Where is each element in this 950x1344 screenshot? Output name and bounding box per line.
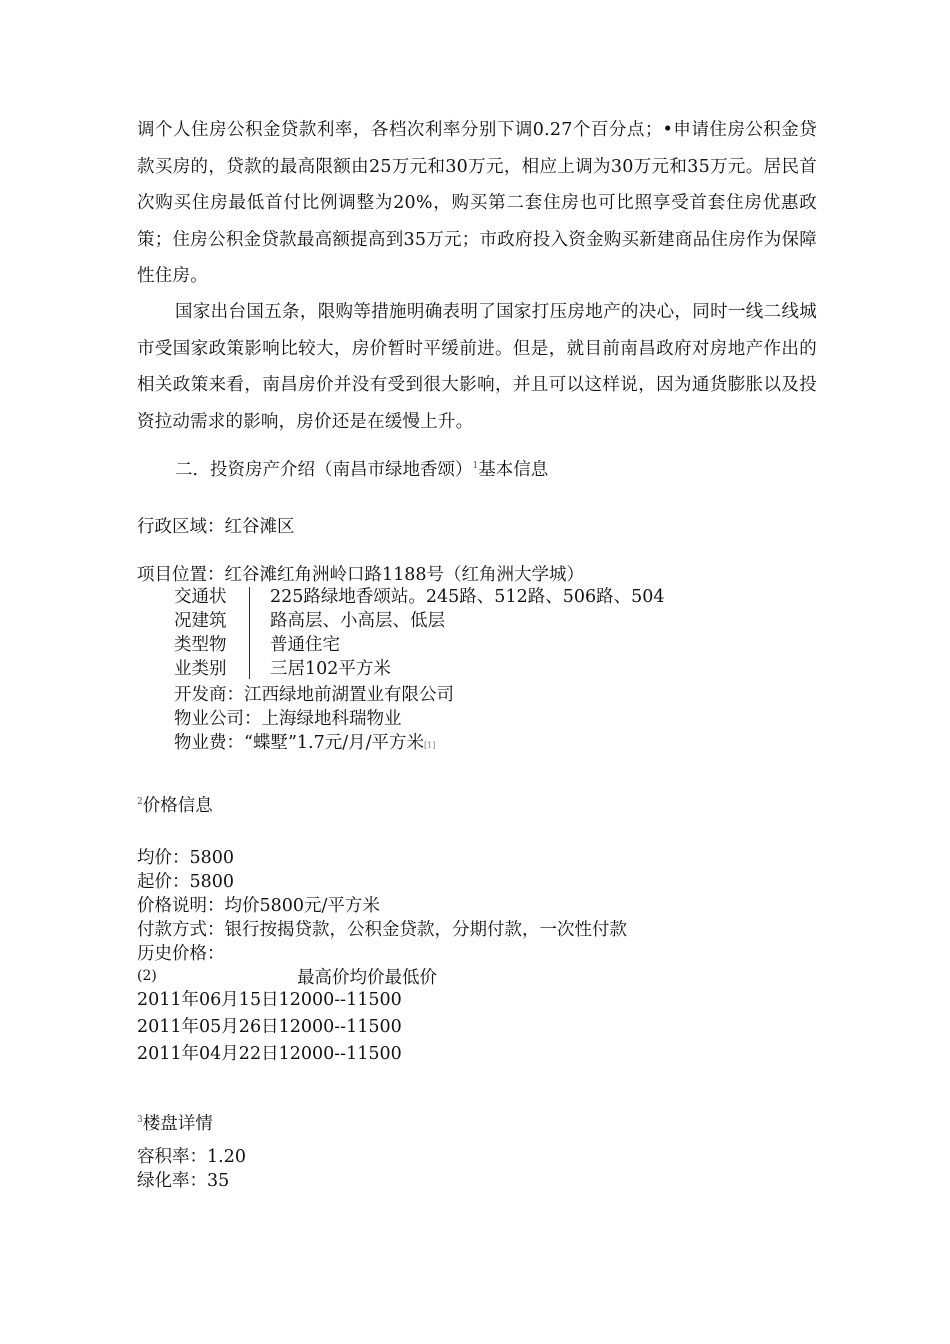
developer-line: 开发商：江西绿地前湖置业有限公司 (174, 685, 454, 705)
history-row: 2011年04月22日12000--11500 (137, 1044, 402, 1064)
section-heading-main: 二．投资房产介绍（南昌市绿地香颂） (175, 459, 473, 480)
details-section-heading (137, 1108, 213, 1136)
plot-ratio: 容积率：1.20 (137, 1147, 246, 1167)
info-table-label: 况建筑 (174, 611, 227, 631)
info-table-value: 三居102平方米 (270, 659, 391, 679)
section-heading-marker: 1 (472, 461, 479, 471)
info-table (174, 585, 734, 681)
section-heading-tail: 基本信息 (478, 459, 549, 480)
history-table-header: 最高价均价最低价 (297, 968, 437, 988)
history-row: 2011年06月15日12000--11500 (137, 990, 402, 1010)
price-average: 均价：5800 (137, 848, 235, 868)
property-fee-reference: [1] (424, 741, 436, 750)
info-table-label: 类型物 (174, 635, 227, 655)
info-table-values (270, 585, 730, 681)
history-marker: (2) (137, 968, 157, 984)
info-table-divider (249, 587, 250, 679)
info-table-label: 业类别 (174, 659, 227, 679)
price-start: 起价：5800 (137, 872, 235, 892)
location-line: 项目位置：红谷滩红角洲岭口路1188号（红角洲大学城） (137, 565, 585, 585)
info-table-value: 路高层、小高层、低层 (270, 611, 445, 631)
history-row: 2011年05月26日12000--11500 (137, 1017, 402, 1037)
district-line: 行政区域：红谷滩区 (137, 517, 295, 537)
property-fee-text: 物业费：“蝶墅”1.7元/月/平方米 (174, 733, 425, 753)
price-description: 价格说明：均价5800元/平方米 (137, 896, 380, 916)
info-table-value: 225路绿地香颂站。245路、512路、506路、504 (270, 587, 665, 607)
info-table-label: 交通状 (174, 587, 227, 607)
info-table-value: 普通住宅 (270, 635, 340, 655)
property-fee-line (174, 731, 435, 758)
property-company-line: 物业公司：上海绿地科瑞物业 (174, 709, 402, 729)
payment-methods: 付款方式：银行按揭贷款，公积金贷款，分期付款，一次性付款 (137, 920, 627, 940)
green-ratio: 绿化率：35 (137, 1171, 230, 1191)
history-price-label: 历史价格： (137, 944, 225, 964)
paragraph-policy: 调个人住房公积金贷款利率，各档次利率分别下调0.27个百分点；•申请住房公积金贷款买房的，贷款的最高限额由25万元和30万元，相应上调为30万元和35万元。居民首次购买住房最低首付比例调整为20%，购买第二套住房也可比照享受首套住房优惠政策；住房公积金贷款最高额提高到35万元；市政府投入资金购买新建商品住房作为保障性住房。 (137, 120, 817, 286)
details-section-title: 楼盘详情 (142, 1113, 213, 1134)
details-section-marker: 3 (137, 1115, 143, 1125)
price-section-title: 价格信息 (142, 795, 213, 816)
price-section-heading (137, 790, 213, 818)
paragraph-market-analysis: 国家出台国五条，限购等措施明确表明了国家打压房地产的决心，同时一线二线城市受国家政策影响比较大，房价暂时平缓前进。但是，就目前南昌政府对房地产作出的相关政策来看，南昌房价并没有受到很大影响，并且可以这样说，因为通货膨胀以及投资拉动需求的影响，房价还是在缓慢上升。 (137, 302, 817, 432)
section-heading (175, 454, 548, 482)
info-table-labels (174, 585, 244, 681)
price-section-marker: 2 (137, 797, 143, 807)
